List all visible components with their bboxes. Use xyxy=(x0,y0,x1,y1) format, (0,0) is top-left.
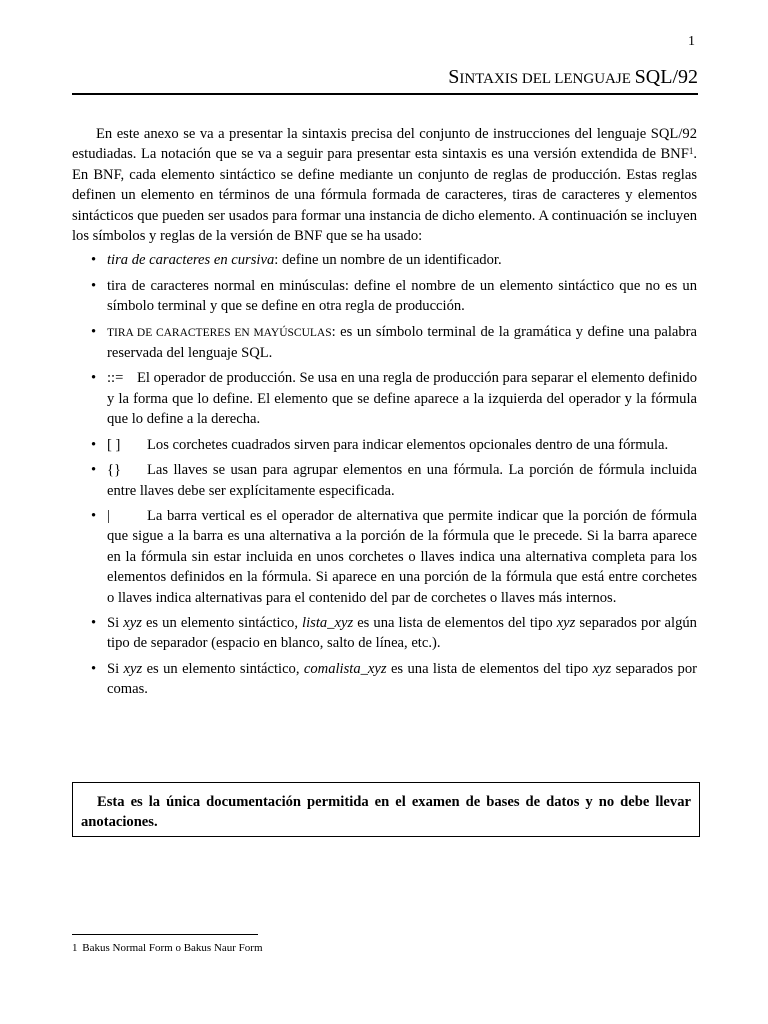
rule-var: comalista_xyz xyxy=(303,660,387,677)
title-sql: SQL/92 xyxy=(634,66,698,88)
rule-square-brackets xyxy=(72,435,697,455)
rule-var: xyz xyxy=(123,660,143,677)
bnf-rules-list xyxy=(72,250,697,699)
bullet-icon: • xyxy=(91,614,97,631)
bullet-icon: • xyxy=(91,277,97,294)
page-title xyxy=(72,64,698,92)
rule-symbol: {} xyxy=(107,462,122,479)
rule-text: : es un símbolo terminal de la gramática y define una palabra reservada del lenguaje SQL. xyxy=(107,323,698,362)
rule-symbol: | xyxy=(107,507,110,524)
rule-text: Las llaves se usan para agrupar elementos en una fórmula. La porción de fórmula incluida entre llaves debe ser explícitamente especificada. xyxy=(107,462,697,499)
rule-var: xyz xyxy=(592,660,612,677)
bullet-icon: • xyxy=(91,660,97,677)
footnote-mark: 1 xyxy=(72,942,78,954)
rule-text: separados por algún tipo de separador (espacio en blanco, salto de línea, etc.). xyxy=(107,614,697,652)
rule-symbol: ::= xyxy=(107,370,124,387)
rule-var: lista_xyz xyxy=(302,614,354,631)
rule-text: es una lista de elementos del tipo xyxy=(353,614,557,631)
rule-vertical-bar xyxy=(72,506,697,608)
rule-text: separados por comas. xyxy=(107,660,697,698)
footnote-rule xyxy=(72,934,258,935)
rule-text: Los corchetes cuadrados sirven para indicar elementos opcionales dentro de una fórmula. xyxy=(147,436,669,453)
page-number: 1 xyxy=(688,34,695,49)
footnote xyxy=(72,940,263,956)
title-initial: S xyxy=(448,66,460,88)
bullet-icon: • xyxy=(91,370,97,387)
bullet-icon: • xyxy=(91,462,97,479)
footnote-reference: 1 xyxy=(688,146,694,157)
rule-text: es un elemento sintáctico, xyxy=(141,614,303,631)
rule-var: xyz xyxy=(123,614,142,631)
rule-uppercase-terminal xyxy=(72,322,697,364)
rule-text: La barra vertical es el operador de alternativa que permite indicar que la porción de fórmula que sigue a la barra es una alternativa a la porción de la fórmula que le precede. Si la barra aparece en la fórmula sin estar incluida en unos corchetes o llaves indica una alternativa completa para los elementos definidos en la fórmula. Si aparece en una porción de la fórmula que está entre corchetes o llaves indica alternativas para el contenido del par de corchetes o llaves más internos. xyxy=(107,507,697,606)
notice-box xyxy=(72,782,700,837)
notice-text: Esta es la única documentación permitida en el examen de bases de datos y no debe llevar anotaciones. xyxy=(81,794,691,830)
rule-text: : define un nombre de un identificador. xyxy=(274,252,502,269)
bullet-icon: • xyxy=(91,436,97,453)
rule-term: tira de caracteres en cursiva xyxy=(107,252,275,269)
intro-text-continued: . En BNF, cada elemento sintáctico se define mediante un conjunto de reglas de producción. Estas reglas definen un elemento en términos de una fórmula formada de caracteres, tiras de caracteres y elementos sintácticos que pueden ser usados para formar una instancia de dicho elemento. A continuación se incluyen los símbolos y reglas de la versión de BNF que se ha usado: xyxy=(72,146,697,245)
rule-var: xyz xyxy=(556,614,576,631)
rule-text: Si xyxy=(107,614,124,631)
rule-term: TIRA DE CARACTERES EN MAYÚSCULAS xyxy=(107,326,332,339)
bullet-icon: • xyxy=(91,252,97,269)
document-body xyxy=(72,124,697,705)
bullet-icon: • xyxy=(91,323,97,340)
title-smallcaps: INTAXIS DEL LENGUAJE xyxy=(459,71,635,87)
bullet-icon: • xyxy=(91,507,97,524)
rule-text: es una lista de elementos del tipo xyxy=(386,660,593,677)
rule-lowercase-nonterminal xyxy=(72,276,697,317)
title-rule xyxy=(72,93,698,95)
rule-lista-xyz xyxy=(72,613,697,654)
rule-production-operator xyxy=(72,368,697,429)
rule-text: tira de caracteres normal en minúsculas: define el nombre de un elemento sintáctico que no es un símbolo terminal y que se define en otra regla de producción. xyxy=(107,277,697,315)
rule-text: El operador de producción. Se usa en una regla de producción para separar el elemento definido y la forma que lo define. El elemento que se define aparece a la izquierda del operador y la fórmula que lo define a la derecha. xyxy=(107,370,698,428)
rule-text: Si xyxy=(107,660,124,677)
intro-text: En este anexo se va a presentar la sintaxis precisa del conjunto de instrucciones del lenguaje SQL/92 estudiadas. La notación que se va a seguir para presentar esta sintaxis es una versión extendida de BNF xyxy=(72,126,697,163)
rule-italic-identifier xyxy=(72,250,697,270)
rule-curly-braces xyxy=(72,460,697,501)
footnote-text: Bakus Normal Form o Bakus Naur Form xyxy=(82,942,263,954)
rule-text: es un elemento sintáctico, xyxy=(142,660,304,677)
rule-symbol: [ ] xyxy=(107,436,121,453)
rule-comalista-xyz xyxy=(72,659,697,700)
intro-paragraph xyxy=(72,124,697,246)
